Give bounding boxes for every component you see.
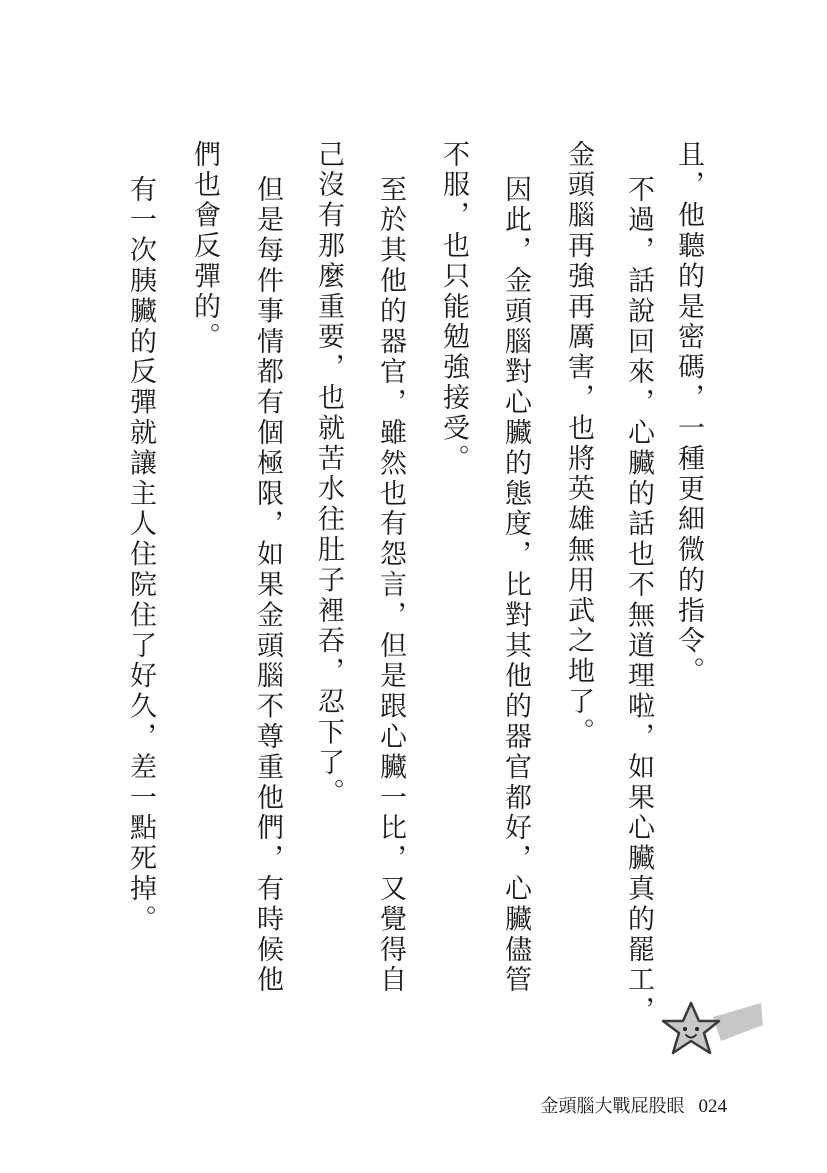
book-title: 金頭腦大戰屁股眼 — [540, 1096, 685, 1117]
smiling-star-icon — [655, 995, 765, 1075]
star-trail — [713, 1003, 763, 1041]
text-column-3: 金頭腦再強再厲害，也將英雄無用武之地了。 — [563, 140, 594, 748]
text-column-5: 不服，也只能勉強接受。 — [438, 140, 469, 475]
text-column-8: 但是每件事情都有個極限，如果金頭腦不尊重他們，有時候他 — [252, 175, 283, 996]
text-column-10: 有一次胰臟的反彈就讓主人住院住了好久，差一點死掉。 — [125, 175, 156, 935]
text-column-4: 因此，金頭腦對心臟的態度，比對其他的器官都好，心臟儘管 — [500, 175, 531, 996]
text-column-2: 不過，話說回來，心臟的話也不無道理啦，如果心臟真的罷工， — [623, 175, 654, 1027]
star-right-eye — [695, 1027, 699, 1031]
text-column-7: 己沒有那麼重要，也就苦水往肚子裡吞，忍下了。 — [313, 140, 344, 809]
text-column-9: 們也會反彈的。 — [189, 140, 220, 353]
page-number: 024 — [698, 1096, 727, 1117]
text-column-1: 且，他聽的是密碼，一種更細微的指令。 — [673, 140, 704, 688]
page-footer — [541, 1092, 728, 1118]
star-left-eye — [683, 1027, 687, 1031]
star-shape — [663, 1003, 719, 1053]
text-column-6: 至於其他的器官，雖然也有怨言，但是跟心臟一比，又覺得自 — [375, 175, 406, 996]
